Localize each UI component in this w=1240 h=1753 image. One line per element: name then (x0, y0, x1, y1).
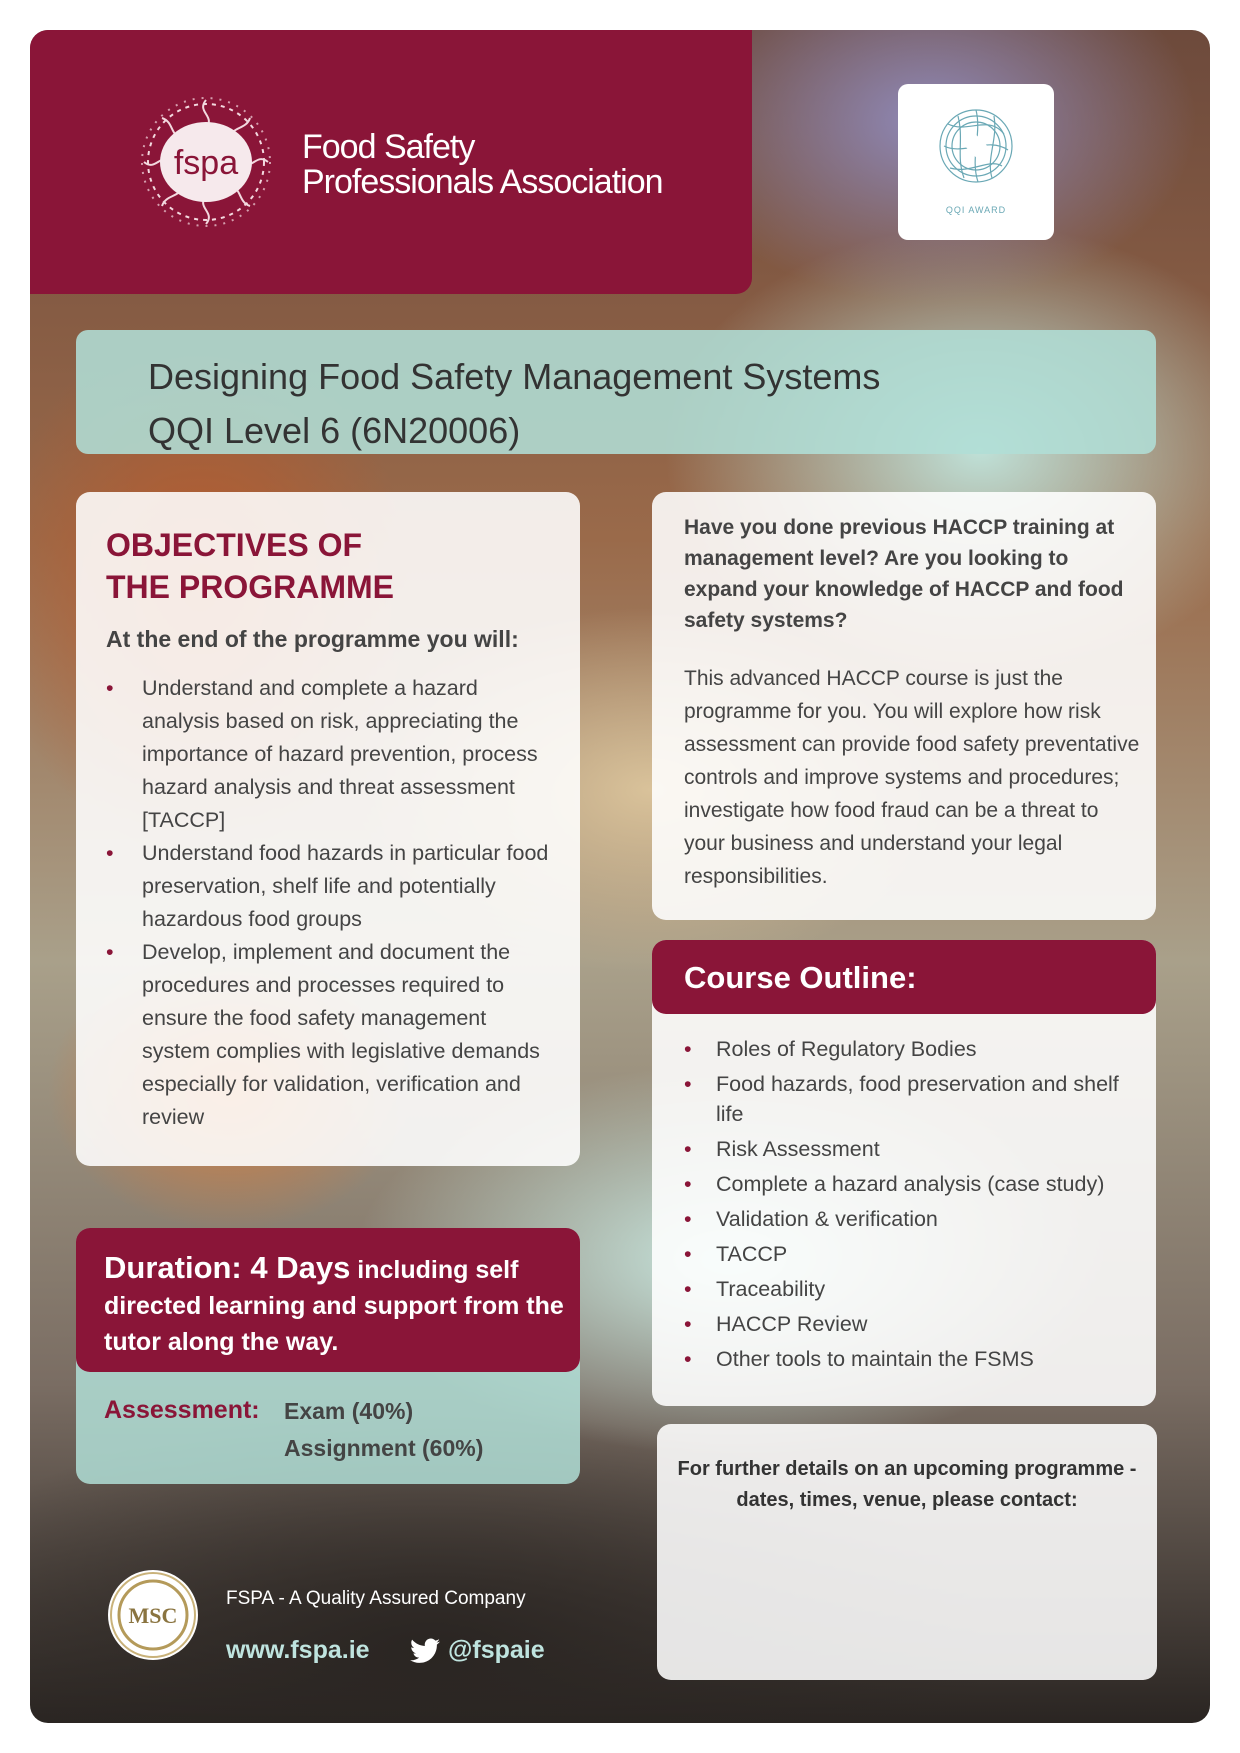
intro-body: This advanced HACCP course is just the programme for you. You will explore how risk assessment can provide food safety preventative controls and improve systems and procedures; investigate how food fraud can be a threat to your business and understand your legal responsibilities. (684, 667, 1140, 888)
course-title: Designing Food Safety Management Systems (148, 356, 881, 397)
list-item: • Food hazards, food preservation and shelf life (684, 1069, 1144, 1129)
duration-text (104, 1250, 564, 1360)
flyer-page (30, 30, 1210, 1723)
logo-initials: fspa (173, 144, 239, 182)
assessment-label: Assessment: (104, 1396, 260, 1424)
course-title-bar (76, 330, 1156, 454)
organisation-name (302, 130, 663, 200)
list-item: • Validation & verification (684, 1204, 1144, 1234)
twitter-icon (410, 1638, 440, 1664)
duration-details: including self directed learning and support from the tutor along the way. (104, 1256, 564, 1356)
qqi-award-badge (898, 84, 1054, 240)
list-item: • Traceability (684, 1274, 1144, 1304)
twitter-handle-link[interactable]: @fspaie (448, 1636, 545, 1664)
msc-badge-text: MSC (128, 1603, 178, 1628)
intro-question: Have you done previous HACCP training at management level? Are you looking to expand your knowledge of HACCP and food safety systems? (684, 516, 1124, 632)
list-item: • Risk Assessment (684, 1134, 1144, 1164)
footer-tagline: FSPA - A Quality Assured Company (226, 1588, 526, 1609)
fspa-logo-icon (136, 92, 276, 232)
list-item: • Understand food hazards in particular food preservation, shelf life and potentially hazardous food groups (106, 837, 556, 936)
org-name-line1: Food Safety (302, 128, 475, 166)
assessment-exam: Exam (40%) (284, 1398, 414, 1424)
objectives-intro: At the end of the programme you will: (106, 626, 519, 652)
list-item: • Understand and complete a hazard analysis based on risk, appreciating the importance of hazard prevention, process hazard analysis and threat assessment [TACCP] (106, 672, 556, 837)
list-item: • Develop, implement and document the procedures and processes required to ensure the food safety management system complies with legislative demands especially for validation, verification and review (106, 936, 556, 1134)
website-link[interactable]: www.fspa.ie (226, 1636, 370, 1664)
objectives-heading-line1: OBJECTIVES OF (106, 527, 363, 563)
list-item: • Other tools to maintain the FSMS (684, 1344, 1144, 1374)
org-name-line2: Professionals Association (302, 163, 663, 201)
assessment-assignment: Assignment (60%) (284, 1435, 484, 1461)
course-outline-header (652, 940, 1156, 1014)
intro-card (652, 492, 1156, 920)
contact-text: For further details on an upcoming programme - dates, times, venue, please contact: (677, 1458, 1137, 1511)
msc-badge-icon (108, 1570, 198, 1660)
list-item: • Complete a hazard analysis (case study) (684, 1169, 1144, 1199)
objectives-card (76, 492, 580, 1166)
header-banner (30, 30, 752, 294)
objectives-heading-line2: THE PROGRAMME (106, 569, 394, 605)
course-outline-list (684, 1034, 1144, 1379)
list-item: • HACCP Review (684, 1309, 1144, 1339)
objectives-list (106, 672, 556, 1134)
contact-card (657, 1424, 1157, 1680)
list-item: • TACCP (684, 1239, 1144, 1269)
course-level: QQI Level 6 (6N20006) (148, 410, 521, 451)
course-outline-title: Course Outline: (684, 960, 917, 995)
list-item: • Roles of Regulatory Bodies (684, 1034, 1144, 1064)
qqi-award-icon (898, 84, 1054, 204)
duration-label: Duration: 4 Days (104, 1250, 351, 1285)
duration-box (76, 1228, 580, 1372)
qqi-award-caption: QQI AWARD (945, 205, 1007, 215)
objectives-heading (106, 524, 394, 608)
